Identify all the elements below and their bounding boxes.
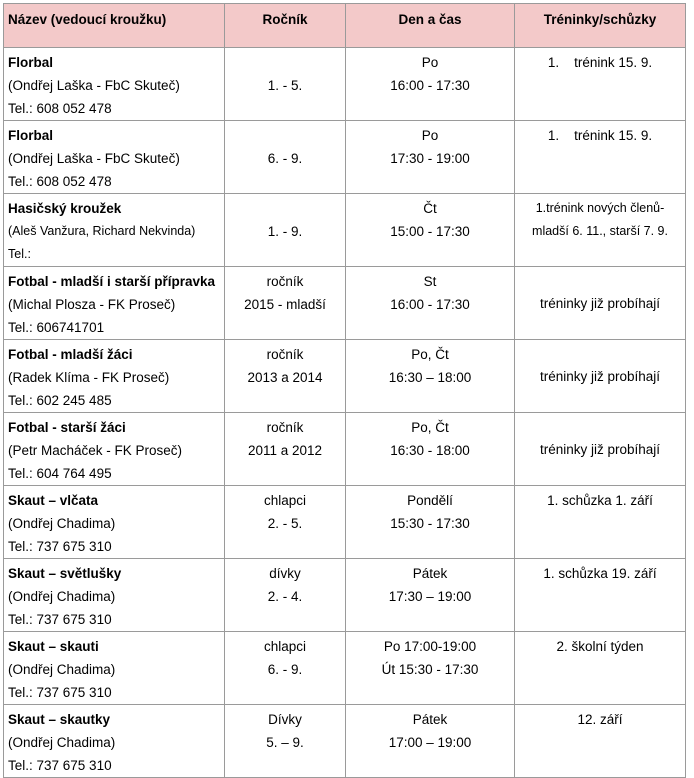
time-line: Po xyxy=(421,55,439,70)
time-cell xyxy=(346,486,515,559)
sessions-cell xyxy=(515,267,686,340)
club-name-cell xyxy=(4,559,225,632)
club-phone: Tel.: xyxy=(8,247,31,261)
grade-cell xyxy=(225,267,346,340)
club-name-cell xyxy=(4,413,225,486)
grade-line: 2. - 5. xyxy=(267,516,303,531)
club-title: Fotbal - mladší i starší přípravka xyxy=(8,274,216,289)
grade-cell xyxy=(225,705,346,778)
grade-line: ročník xyxy=(266,274,304,289)
grade-cell xyxy=(225,486,346,559)
table-row xyxy=(4,121,686,194)
grade-cell xyxy=(225,413,346,486)
sessions-line: tréninky již probíhají xyxy=(539,441,661,457)
grade-line xyxy=(225,124,345,147)
sessions-line: 1. trénink 15. 9. xyxy=(547,55,653,70)
club-leader: (Ondřej Laška - FbC Skuteč) xyxy=(8,78,180,93)
club-title: Hasičský kroužek xyxy=(8,201,122,216)
time-line: 15:00 - 17:30 xyxy=(390,224,470,239)
club-leader: (Ondřej Chadima) xyxy=(8,735,116,750)
sessions-cell xyxy=(515,705,686,778)
sessions-cell xyxy=(515,413,686,486)
table-row xyxy=(4,194,686,267)
time-line: Po xyxy=(421,128,439,143)
sessions-cell xyxy=(515,121,686,194)
grade-line xyxy=(225,197,345,220)
grade-cell xyxy=(225,194,346,267)
sessions-line: 2. školní týden xyxy=(556,639,644,654)
time-line: 17:30 – 19:00 xyxy=(388,589,472,604)
grade-line: 1. - 5. xyxy=(267,78,303,93)
grade-line: 2011 a 2012 xyxy=(247,443,323,458)
club-name-cell xyxy=(4,267,225,340)
grade-cell xyxy=(225,632,346,705)
grade-line: ročník xyxy=(266,420,304,435)
sessions-line: 1. trénink 15. 9. xyxy=(547,128,653,143)
sessions-cell xyxy=(515,48,686,121)
grade-line: 1. - 9. xyxy=(267,224,303,239)
grade-line: 2. - 4. xyxy=(267,589,303,604)
sessions-line: 12. září xyxy=(577,712,623,727)
club-leader: (Radek Klíma - FK Proseč) xyxy=(8,370,170,385)
header-row xyxy=(4,4,686,48)
club-title: Skaut – skauti xyxy=(8,639,99,654)
grade-line xyxy=(225,51,345,74)
time-line: Pondělí xyxy=(407,493,453,508)
grade-line: ročník xyxy=(266,347,304,362)
table-row xyxy=(4,632,686,705)
club-title: Fotbal - mladší žáci xyxy=(8,347,133,362)
time-cell xyxy=(346,194,515,267)
time-cell xyxy=(346,632,515,705)
grade-cell xyxy=(225,340,346,413)
club-leader: (Ondřej Chadima) xyxy=(8,662,116,677)
table-row xyxy=(4,267,686,340)
time-cell xyxy=(346,48,515,121)
club-name-cell xyxy=(4,705,225,778)
grade-line: dívky xyxy=(269,566,301,581)
time-line: Čt xyxy=(423,201,437,216)
club-title: Skaut – skautky xyxy=(8,712,111,727)
club-name-cell xyxy=(4,632,225,705)
club-title: Skaut – vlčata xyxy=(8,493,99,508)
club-phone: Tel.: 737 675 310 xyxy=(8,539,112,554)
sessions-cell xyxy=(515,486,686,559)
club-leader: (Ondřej Chadima) xyxy=(8,589,116,604)
club-title: Florbal xyxy=(8,128,54,143)
club-phone: Tel.: 608 052 478 xyxy=(8,101,112,116)
time-cell xyxy=(346,705,515,778)
grade-line: 6. - 9. xyxy=(267,662,303,677)
header-sessions: Tréninky/schůzky xyxy=(515,4,686,48)
club-phone: Tel.: 606741701 xyxy=(8,320,105,335)
sessions-cell xyxy=(515,194,686,267)
table-row xyxy=(4,48,686,121)
grade-cell xyxy=(225,121,346,194)
sessions-line: 1. schůzka 1. září xyxy=(547,493,653,508)
grade-cell xyxy=(225,559,346,632)
sessions-line: 1.trénink nových členů- xyxy=(535,201,665,215)
club-phone: Tel.: 737 675 310 xyxy=(8,612,112,627)
table-row xyxy=(4,705,686,778)
club-name-cell xyxy=(4,340,225,413)
time-line: Pátek xyxy=(412,712,448,727)
club-phone: Tel.: 737 675 310 xyxy=(8,685,112,700)
club-leader: (Michal Plosza - FK Proseč) xyxy=(8,297,176,312)
club-leader: (Aleš Vanžura, Richard Nekvinda) xyxy=(8,224,196,238)
club-leader: (Petr Macháček - FK Proseč) xyxy=(8,443,183,458)
time-cell xyxy=(346,340,515,413)
clubs-table xyxy=(3,3,686,778)
time-cell xyxy=(346,413,515,486)
time-line: St xyxy=(423,274,437,289)
club-name-cell xyxy=(4,486,225,559)
time-line: Po, Čt xyxy=(411,347,449,362)
grade-line: 6. - 9. xyxy=(267,151,303,166)
time-line: 16:30 – 18:00 xyxy=(388,370,472,385)
header-name: Název (vedoucí kroužku) xyxy=(4,4,225,48)
time-line: Út 15:30 - 17:30 xyxy=(381,662,479,677)
grade-line: chlapci xyxy=(263,639,307,654)
time-line: Pátek xyxy=(412,566,448,581)
time-line: 16:00 - 17:30 xyxy=(390,297,470,312)
sessions-line: mladší 6. 11., starší 7. 9. xyxy=(532,224,668,238)
club-title: Skaut – světlušky xyxy=(8,566,122,581)
club-name-cell xyxy=(4,48,225,121)
header-grade: Ročník xyxy=(225,4,346,48)
club-name-cell xyxy=(4,121,225,194)
sessions-line: tréninky již probíhají xyxy=(539,368,661,384)
header-time: Den a čas xyxy=(346,4,515,48)
time-cell xyxy=(346,121,515,194)
sessions-line: tréninky již probíhají xyxy=(539,295,661,311)
table-row xyxy=(4,559,686,632)
club-phone: Tel.: 608 052 478 xyxy=(8,174,112,189)
time-line: 17:30 - 19:00 xyxy=(390,151,470,166)
club-leader: (Ondřej Chadima) xyxy=(8,516,116,531)
sessions-cell xyxy=(515,340,686,413)
sessions-cell xyxy=(515,632,686,705)
time-line: 16:30 - 18:00 xyxy=(390,443,470,458)
club-leader: (Ondřej Laška - FbC Skuteč) xyxy=(8,151,180,166)
grade-line: Dívky xyxy=(268,712,302,727)
time-cell xyxy=(346,559,515,632)
time-line: 16:00 - 17:30 xyxy=(390,78,470,93)
grade-line: 2015 - mladší xyxy=(244,297,326,312)
grade-cell xyxy=(225,48,346,121)
grade-line: 5. – 9. xyxy=(266,735,304,750)
club-title: Florbal xyxy=(8,55,54,70)
table-row xyxy=(4,340,686,413)
table-row xyxy=(4,486,686,559)
time-line: 15:30 - 17:30 xyxy=(390,516,470,531)
time-line: Po 17:00-19:00 xyxy=(383,639,477,654)
sessions-cell xyxy=(515,559,686,632)
table-row xyxy=(4,413,686,486)
club-title: Fotbal - starší žáci xyxy=(8,420,126,435)
club-name-cell xyxy=(4,194,225,267)
club-phone: Tel.: 737 675 310 xyxy=(8,758,112,773)
grade-line: 2013 a 2014 xyxy=(247,370,323,385)
time-line: Po, Čt xyxy=(411,420,449,435)
club-phone: Tel.: 604 764 495 xyxy=(8,466,112,481)
club-phone: Tel.: 602 245 485 xyxy=(8,393,112,408)
sessions-line: 1. schůzka 19. září xyxy=(543,566,657,581)
time-line: 17:00 – 19:00 xyxy=(388,735,472,750)
grade-line: chlapci xyxy=(263,493,307,508)
time-cell xyxy=(346,267,515,340)
